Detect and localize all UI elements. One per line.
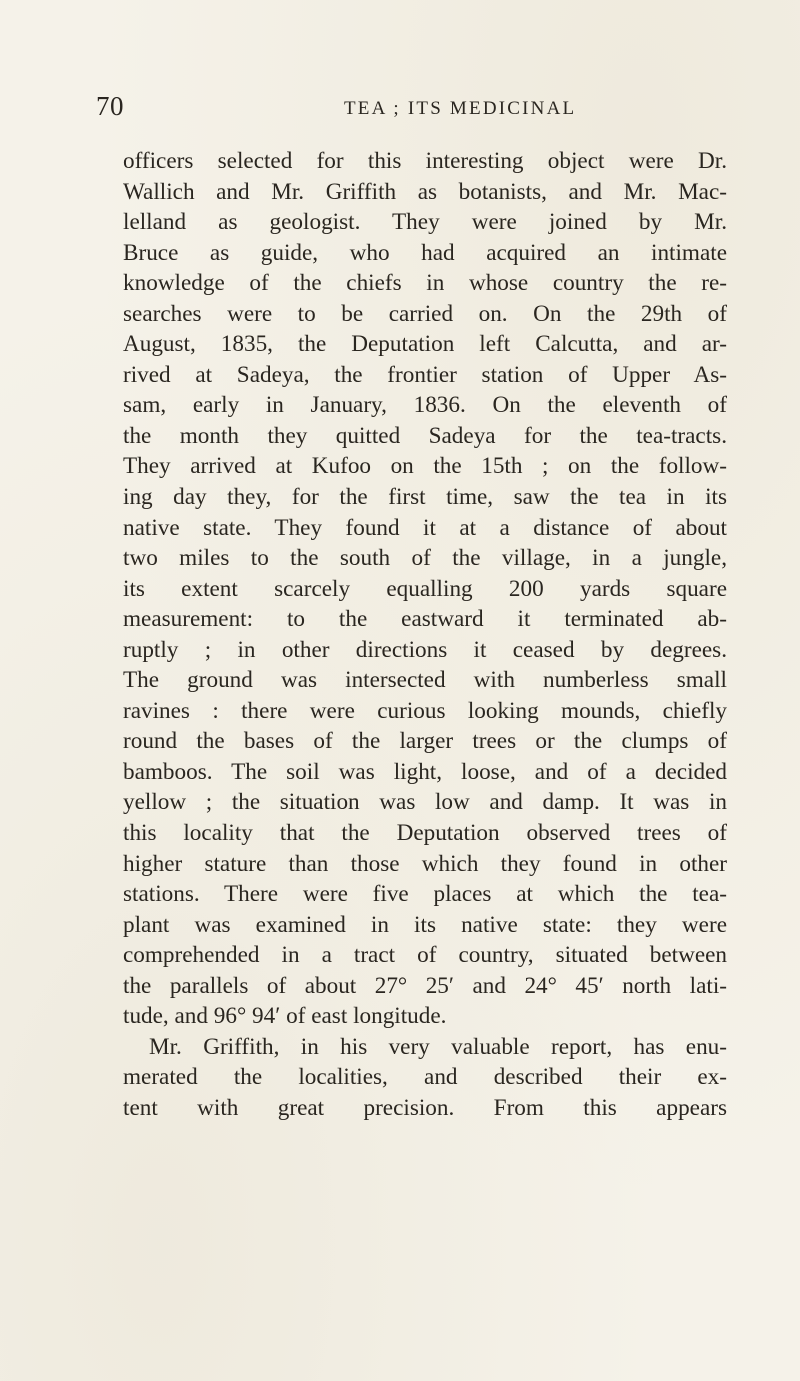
text-line: plant was examined in its native state: they were bbox=[123, 911, 727, 938]
text-line: Wallich and Mr. Griffith as botanists, and Mr. Mac- bbox=[123, 178, 727, 205]
text-line: bamboos. The soil was light, loose, and of a decided bbox=[123, 758, 727, 785]
text-line: August, 1835, the Deputation left Calcutta, and ar- bbox=[123, 331, 727, 358]
text-line: the parallels of about 27° 25′ and 24° 45′ north lati- bbox=[123, 972, 727, 999]
text-line: They arrived at Kufoo on the 15th ; on the follow- bbox=[123, 453, 727, 480]
text-line: its extent scarcely equalling 200 yards square bbox=[123, 575, 727, 602]
text-line: ravines : there were curious looking mounds, chiefly bbox=[123, 697, 727, 724]
text-line: officers selected for this interesting object were Dr. bbox=[123, 148, 727, 174]
text-line: knowledge of the chiefs in whose country the re- bbox=[123, 270, 727, 297]
paragraph bbox=[123, 146, 727, 1032]
paragraph bbox=[123, 1032, 727, 1124]
text-line: native state. They found it at a distance of about bbox=[123, 514, 727, 541]
text-line: rived at Sadeya, the frontier station of Upper As- bbox=[123, 361, 727, 388]
text-line: Bruce as guide, who had acquired an intimate bbox=[123, 239, 727, 266]
page-header bbox=[96, 91, 736, 131]
text-line: ruptly ; in other directions it ceased by degrees. bbox=[123, 636, 727, 663]
text-line: measurement: to the eastward it terminated ab- bbox=[123, 606, 727, 633]
text-line: lelland as geologist. They were joined by Mr. bbox=[123, 209, 727, 236]
text-line: merated the localities, and described their ex- bbox=[123, 1064, 727, 1091]
text-line: ing day they, for the first time, saw the tea in its bbox=[123, 484, 727, 511]
page-number: 70 bbox=[96, 91, 124, 121]
text-line: the month they quitted Sadeya for the tea-tracts. bbox=[123, 422, 727, 449]
text-line: Mr. Griffith, in his very valuable report, has enu- bbox=[149, 1033, 727, 1060]
running-head: TEA ; ITS MEDICINAL bbox=[344, 98, 577, 119]
text-line: yellow ; the situation was low and damp. It was in bbox=[123, 789, 727, 816]
text-line: tent with great precision. From this appears bbox=[123, 1094, 727, 1121]
text-line: two miles to the south of the village, in a jungle, bbox=[123, 545, 727, 572]
body-text bbox=[123, 146, 727, 1124]
text-line: higher stature than those which they found in other bbox=[123, 850, 727, 877]
text-line: searches were to be carried on. On the 29th of bbox=[123, 300, 727, 327]
text-line: tude, and 96° 94′ of east longitude. bbox=[123, 1003, 447, 1030]
text-line: stations. There were five places at which the tea- bbox=[123, 881, 727, 908]
text-line: this locality that the Deputation observed trees of bbox=[123, 820, 727, 847]
text-line: round the bases of the larger trees or the clumps of bbox=[123, 728, 727, 755]
text-line: comprehended in a tract of country, situated between bbox=[123, 942, 727, 969]
text-line: The ground was intersected with numberless small bbox=[123, 667, 727, 694]
text-line: sam, early in January, 1836. On the eleventh of bbox=[123, 392, 727, 419]
